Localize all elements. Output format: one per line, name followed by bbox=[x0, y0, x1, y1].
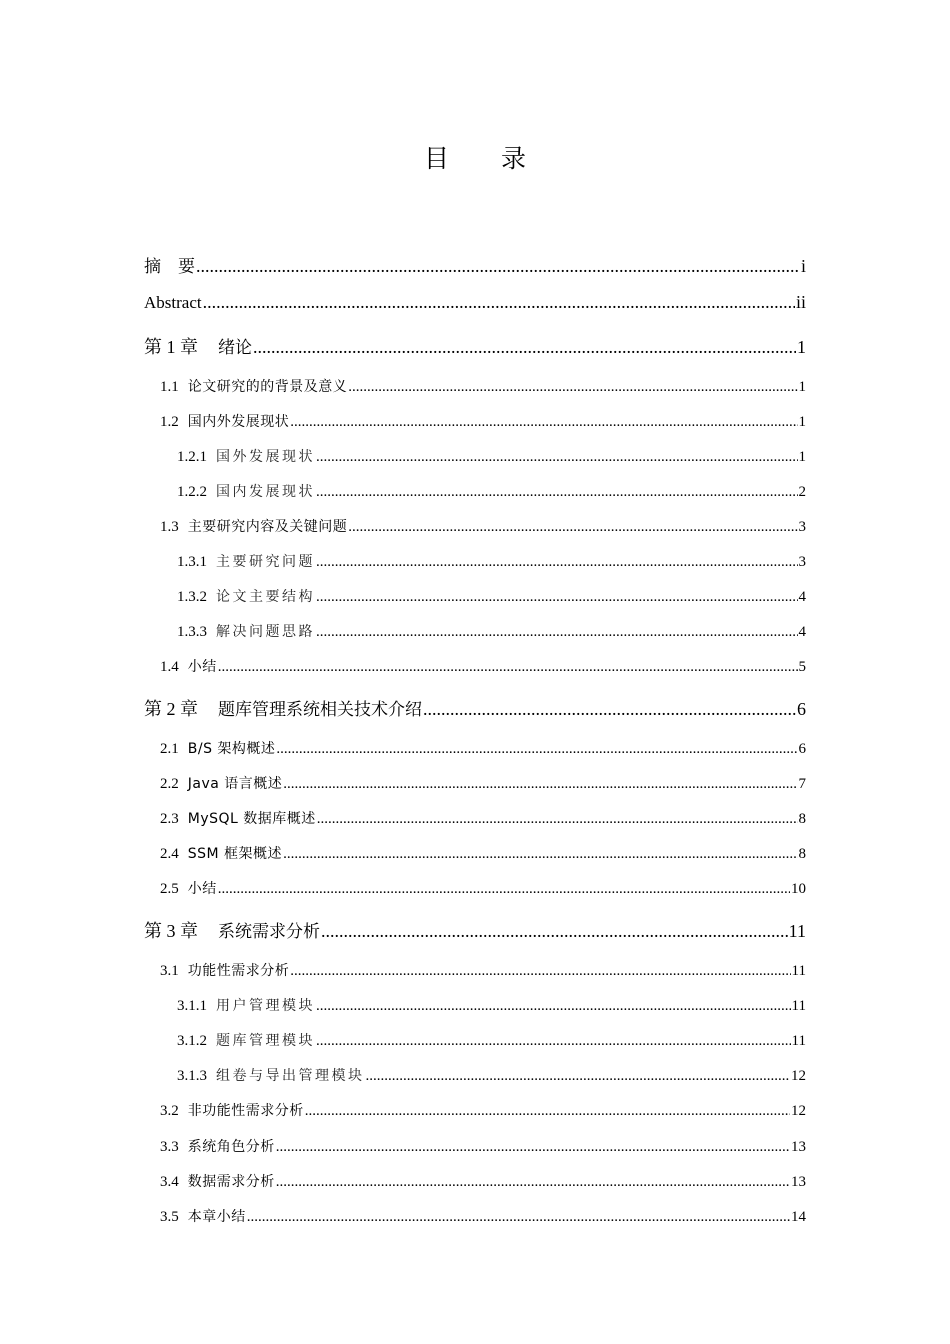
toc-entry[interactable] bbox=[177, 621, 806, 641]
toc-entry-title: 国内发展现状 bbox=[216, 484, 315, 500]
toc-entry[interactable] bbox=[144, 333, 806, 359]
dot-leader bbox=[317, 811, 798, 828]
toc-entry[interactable] bbox=[160, 773, 806, 793]
toc-entry-page: 5 bbox=[798, 659, 806, 675]
dot-leader bbox=[218, 881, 790, 898]
toc-entry-number: 2.1 bbox=[160, 741, 179, 757]
toc-entry-page: 8 bbox=[798, 846, 806, 862]
toc-entry-page: 1 bbox=[797, 337, 806, 357]
toc-title: 目 录 bbox=[424, 144, 548, 173]
toc-entry[interactable] bbox=[160, 411, 806, 431]
toc-entry-title: 论文研究的的背景及意义 bbox=[187, 379, 348, 395]
toc-entry-number: 3.4 bbox=[160, 1174, 179, 1190]
toc-entry-number: 3.5 bbox=[160, 1209, 179, 1225]
dot-leader bbox=[276, 1139, 790, 1156]
toc-entry[interactable] bbox=[177, 446, 806, 466]
toc-entry[interactable] bbox=[160, 843, 806, 863]
toc-entry-title: MySQL 数据库概述 bbox=[187, 811, 316, 827]
toc-entry-number: 2.2 bbox=[160, 776, 179, 792]
dot-leader bbox=[316, 449, 798, 466]
toc-entry[interactable] bbox=[177, 551, 806, 571]
toc-entry-page: 11 bbox=[791, 963, 806, 979]
toc-entry-title: 小结 bbox=[187, 659, 217, 675]
toc-entry-number: 3.2 bbox=[160, 1103, 179, 1119]
toc-entry-page: 4 bbox=[798, 624, 806, 640]
dot-leader bbox=[283, 846, 797, 863]
toc-entry-title: 数据需求分析 bbox=[187, 1174, 275, 1190]
dot-leader bbox=[423, 699, 796, 720]
toc-entry-title: 系统需求分析 bbox=[218, 922, 320, 942]
toc-entry-page: 13 bbox=[791, 1174, 806, 1190]
dot-leader bbox=[316, 554, 798, 571]
toc-entry-number: 第 2 章 bbox=[144, 699, 198, 719]
toc-entry-number: 1.1 bbox=[160, 379, 179, 395]
toc-entry-title: 本章小结 bbox=[187, 1209, 246, 1225]
dot-leader bbox=[316, 998, 791, 1015]
toc-entry-page: 12 bbox=[791, 1103, 806, 1119]
toc-entry[interactable] bbox=[177, 481, 806, 501]
toc-entry[interactable] bbox=[144, 695, 806, 721]
toc-entry-page: 12 bbox=[791, 1068, 806, 1084]
dot-leader bbox=[316, 624, 798, 641]
toc-entry-number: 2.5 bbox=[160, 881, 179, 897]
toc-entry-number: 1.2.2 bbox=[177, 484, 207, 500]
dot-leader bbox=[305, 1103, 790, 1120]
toc-entry[interactable] bbox=[160, 1136, 806, 1156]
toc-entry-page: 1 bbox=[798, 379, 806, 395]
toc-entry[interactable] bbox=[177, 995, 806, 1015]
dot-leader bbox=[253, 337, 796, 358]
toc-entry-page: 3 bbox=[798, 554, 806, 570]
toc-entry[interactable] bbox=[160, 656, 806, 676]
toc-entry-number: 2.3 bbox=[160, 811, 179, 827]
toc-entry-page: 11 bbox=[791, 1033, 806, 1049]
toc-entry[interactable] bbox=[144, 292, 806, 313]
toc-entry-number: 1.3.1 bbox=[177, 554, 207, 570]
toc-entry-number: 3.1.1 bbox=[177, 998, 207, 1014]
toc-entry-title: 题库管理系统相关技术介绍 bbox=[218, 700, 422, 720]
toc-entry-page: i bbox=[800, 256, 806, 276]
toc-entry-title: 解决问题思路 bbox=[216, 624, 315, 640]
toc-entry[interactable] bbox=[177, 586, 806, 606]
dot-leader bbox=[316, 589, 798, 606]
toc-entry-title: 组卷与导出管理模块 bbox=[216, 1068, 365, 1084]
dot-leader bbox=[290, 963, 790, 980]
toc-entry-number: 2.4 bbox=[160, 846, 179, 862]
toc-entry-title: Abstract bbox=[144, 293, 202, 312]
toc-entry-page: 8 bbox=[798, 811, 806, 827]
toc-entry[interactable] bbox=[160, 1206, 806, 1226]
toc-entry-title: 国外发展现状 bbox=[216, 449, 315, 465]
toc-entry[interactable] bbox=[160, 1100, 806, 1120]
toc-entry[interactable] bbox=[177, 1030, 806, 1050]
toc-entry-number: 1.3 bbox=[160, 519, 179, 535]
toc-entry-number: 1.2 bbox=[160, 414, 179, 430]
dot-leader bbox=[276, 741, 797, 758]
toc-entry-title: Java 语言概述 bbox=[187, 776, 283, 792]
toc-entry-number: 1.3.2 bbox=[177, 589, 207, 605]
dot-leader bbox=[316, 1033, 791, 1050]
dot-leader bbox=[321, 921, 788, 942]
toc-entry-page: 7 bbox=[798, 776, 806, 792]
toc-entry-page: 4 bbox=[798, 589, 806, 605]
dot-leader bbox=[247, 1209, 790, 1226]
dot-leader bbox=[316, 484, 798, 501]
toc-entry-number: 3.1.2 bbox=[177, 1033, 207, 1049]
toc-entry-title: 主要研究内容及关键问题 bbox=[187, 519, 348, 535]
toc-entry[interactable] bbox=[160, 878, 806, 898]
toc-entry-page: 10 bbox=[791, 881, 806, 897]
toc-entry-title: B/S 架构概述 bbox=[187, 741, 276, 757]
toc-entry-page: 11 bbox=[788, 921, 806, 941]
dot-leader bbox=[290, 414, 797, 431]
toc-entry[interactable] bbox=[144, 917, 806, 943]
toc-entry-title: 非功能性需求分析 bbox=[187, 1103, 304, 1119]
toc-entry-number: 3.1.3 bbox=[177, 1068, 207, 1084]
dot-leader bbox=[196, 256, 800, 277]
toc-entry-number: 1.2.1 bbox=[177, 449, 207, 465]
toc-entry-title: SSM 框架概述 bbox=[187, 846, 283, 862]
toc-entry-title: 论文主要结构 bbox=[216, 589, 315, 605]
toc-entry[interactable] bbox=[144, 252, 806, 277]
toc-entry-title: 用户管理模块 bbox=[216, 998, 315, 1014]
toc-entry[interactable] bbox=[177, 1065, 806, 1085]
dot-leader bbox=[348, 519, 797, 536]
toc-entry-number: 第 3 章 bbox=[144, 921, 198, 941]
dot-leader bbox=[348, 379, 797, 396]
toc-entry-page: 13 bbox=[791, 1139, 806, 1155]
toc-entry[interactable] bbox=[160, 516, 806, 536]
toc-entry-number: 3.1 bbox=[160, 963, 179, 979]
toc-entry[interactable] bbox=[160, 808, 806, 828]
toc-entry-page: ii bbox=[795, 292, 806, 312]
toc-entry[interactable] bbox=[160, 960, 806, 980]
toc-entry-title: 系统角色分析 bbox=[187, 1139, 275, 1155]
dot-leader bbox=[366, 1068, 791, 1085]
dot-leader bbox=[276, 1174, 790, 1191]
toc-entry-page: 1 bbox=[798, 414, 806, 430]
toc-entry-page: 2 bbox=[798, 484, 806, 500]
dot-leader bbox=[218, 659, 798, 676]
toc-entry-page: 3 bbox=[798, 519, 806, 535]
toc-entry-page: 6 bbox=[798, 741, 806, 757]
toc-entry-number: 1.3.3 bbox=[177, 624, 207, 640]
toc-entry[interactable] bbox=[160, 376, 806, 396]
toc-entry-title: 小结 bbox=[187, 881, 217, 897]
dot-leader bbox=[283, 776, 797, 793]
toc-entry-title: 功能性需求分析 bbox=[187, 963, 290, 979]
toc-entry-title: 摘 要 bbox=[144, 257, 195, 277]
toc-entry-title: 国内外发展现状 bbox=[187, 414, 290, 430]
toc-entry-title: 绪论 bbox=[218, 338, 252, 358]
toc-entry-title: 题库管理模块 bbox=[216, 1033, 315, 1049]
toc-entry-page: 11 bbox=[791, 998, 806, 1014]
toc-entry-page: 1 bbox=[798, 449, 806, 465]
toc-entry[interactable] bbox=[160, 738, 806, 758]
dot-leader bbox=[203, 292, 795, 313]
toc-entry[interactable] bbox=[160, 1171, 806, 1191]
toc-entry-page: 6 bbox=[797, 699, 806, 719]
toc-entry-number: 3.3 bbox=[160, 1139, 179, 1155]
toc-entry-page: 14 bbox=[791, 1209, 806, 1225]
toc-entry-number: 第 1 章 bbox=[144, 337, 198, 357]
toc-entry-number: 1.4 bbox=[160, 659, 179, 675]
toc-entry-title: 主要研究问题 bbox=[216, 554, 315, 570]
